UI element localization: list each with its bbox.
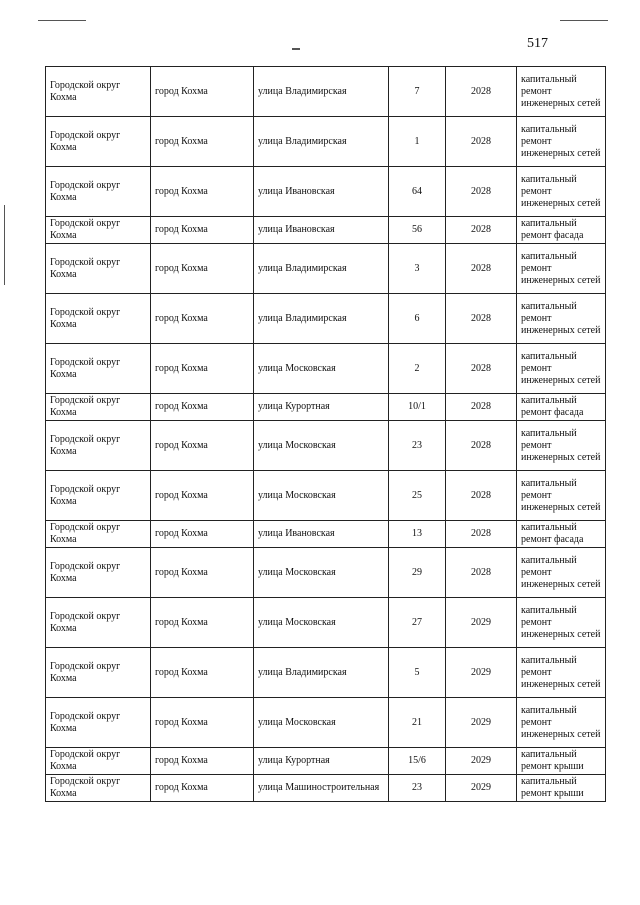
street-cell: улица Ивановская [254,167,389,217]
city-cell: город Кохма [151,548,254,598]
street-cell: улица Московская [254,548,389,598]
table-row [46,775,606,802]
street-cell: улица Владимирская [254,244,389,294]
work-type-cell: капитальный ремонт инженерных сетей [517,471,606,521]
district-cell: Городской округ Кохма [46,748,151,775]
house-number-cell: 7 [389,67,446,117]
house-number-cell: 6 [389,294,446,344]
city-cell: город Кохма [151,421,254,471]
city-cell: город Кохма [151,521,254,548]
street-cell: улица Ивановская [254,521,389,548]
district-cell: Городской округ Кохма [46,244,151,294]
district-cell: Городской округ Кохма [46,471,151,521]
city-cell: город Кохма [151,598,254,648]
district-cell: Городской округ Кохма [46,117,151,167]
table-row [46,471,606,521]
year-cell: 2028 [446,394,517,421]
district-cell: Городской округ Кохма [46,548,151,598]
scan-mark-top-right [560,20,608,21]
house-number-cell: 64 [389,167,446,217]
house-number-cell: 13 [389,521,446,548]
district-cell: Городской округ Кохма [46,598,151,648]
street-cell: улица Московская [254,698,389,748]
work-type-cell: капитальный ремонт инженерных сетей [517,548,606,598]
street-cell: улица Владимирская [254,67,389,117]
city-cell: город Кохма [151,748,254,775]
city-cell: город Кохма [151,648,254,698]
year-cell: 2028 [446,67,517,117]
year-cell: 2028 [446,521,517,548]
work-type-cell: капитальный ремонт инженерных сетей [517,244,606,294]
street-cell: улица Машиностроительная [254,775,389,802]
work-type-cell: капитальный ремонт инженерных сетей [517,344,606,394]
street-cell: улица Московская [254,598,389,648]
district-cell: Городской округ Кохма [46,344,151,394]
house-number-cell: 2 [389,344,446,394]
year-cell: 2029 [446,698,517,748]
house-number-cell: 21 [389,698,446,748]
street-cell: улица Владимирская [254,648,389,698]
year-cell: 2028 [446,471,517,521]
district-cell: Городской округ Кохма [46,67,151,117]
year-cell: 2028 [446,244,517,294]
table-row [46,394,606,421]
work-type-cell: капитальный ремонт инженерных сетей [517,167,606,217]
table-row [46,748,606,775]
house-number-cell: 5 [389,648,446,698]
year-cell: 2029 [446,775,517,802]
table-row [46,421,606,471]
work-type-cell: капитальный ремонт инженерных сетей [517,421,606,471]
work-type-cell: капитальный ремонт инженерных сетей [517,294,606,344]
district-cell: Городской округ Кохма [46,698,151,748]
city-cell: город Кохма [151,167,254,217]
city-cell: город Кохма [151,117,254,167]
city-cell: город Кохма [151,67,254,117]
house-number-cell: 15/6 [389,748,446,775]
work-type-cell: капитальный ремонт инженерных сетей [517,598,606,648]
house-number-cell: 1 [389,117,446,167]
year-cell: 2028 [446,344,517,394]
city-cell: город Кохма [151,244,254,294]
house-number-cell: 10/1 [389,394,446,421]
year-cell: 2029 [446,748,517,775]
district-cell: Городской округ Кохма [46,775,151,802]
city-cell: город Кохма [151,217,254,244]
year-cell: 2028 [446,548,517,598]
district-cell: Городской округ Кохма [46,394,151,421]
year-cell: 2028 [446,117,517,167]
city-cell: город Кохма [151,775,254,802]
house-number-cell: 27 [389,598,446,648]
table-row [46,521,606,548]
table-row [46,244,606,294]
district-cell: Городской округ Кохма [46,648,151,698]
house-number-cell: 23 [389,421,446,471]
work-type-cell: капитальный ремонт фасада [517,217,606,244]
table-row [46,217,606,244]
house-number-cell: 23 [389,775,446,802]
table-row [46,648,606,698]
street-cell: улица Московская [254,471,389,521]
district-cell: Городской округ Кохма [46,294,151,344]
work-type-cell: капитальный ремонт инженерных сетей [517,648,606,698]
street-cell: улица Курортная [254,394,389,421]
district-cell: Городской округ Кохма [46,521,151,548]
work-type-cell: капитальный ремонт крыши [517,748,606,775]
house-number-cell: 56 [389,217,446,244]
work-type-cell: капитальный ремонт инженерных сетей [517,67,606,117]
table-body [46,67,606,802]
table-row [46,117,606,167]
work-type-cell: капитальный ремонт фасада [517,521,606,548]
year-cell: 2028 [446,217,517,244]
street-cell: улица Владимирская [254,117,389,167]
table-row [46,598,606,648]
work-type-cell: капитальный ремонт инженерных сетей [517,117,606,167]
city-cell: город Кохма [151,394,254,421]
street-cell: улица Московская [254,421,389,471]
table-row [46,698,606,748]
house-number-cell: 29 [389,548,446,598]
table-row [46,67,606,117]
page-number: 517 [527,36,548,51]
street-cell: улица Курортная [254,748,389,775]
year-cell: 2028 [446,294,517,344]
table-row [46,294,606,344]
table-row [46,548,606,598]
table-row [46,167,606,217]
street-cell: улица Ивановская [254,217,389,244]
street-cell: улица Московская [254,344,389,394]
house-number-cell: 3 [389,244,446,294]
street-cell: улица Владимирская [254,294,389,344]
house-number-cell: 25 [389,471,446,521]
work-type-cell: капитальный ремонт фасада [517,394,606,421]
table-row [46,344,606,394]
district-cell: Городской округ Кохма [46,167,151,217]
work-type-cell: капитальный ремонт инженерных сетей [517,698,606,748]
year-cell: 2028 [446,421,517,471]
repair-schedule-table [45,66,606,802]
city-cell: город Кохма [151,294,254,344]
work-type-cell: капитальный ремонт крыши [517,775,606,802]
scan-mark-top-left [38,20,86,21]
district-cell: Городской округ Кохма [46,217,151,244]
year-cell: 2029 [446,598,517,648]
city-cell: город Кохма [151,698,254,748]
year-cell: 2029 [446,648,517,698]
scan-mark-left-edge [4,205,5,285]
district-cell: Городской округ Кохма [46,421,151,471]
city-cell: город Кохма [151,471,254,521]
year-cell: 2028 [446,167,517,217]
scan-mark-header-dash [292,48,300,50]
city-cell: город Кохма [151,344,254,394]
